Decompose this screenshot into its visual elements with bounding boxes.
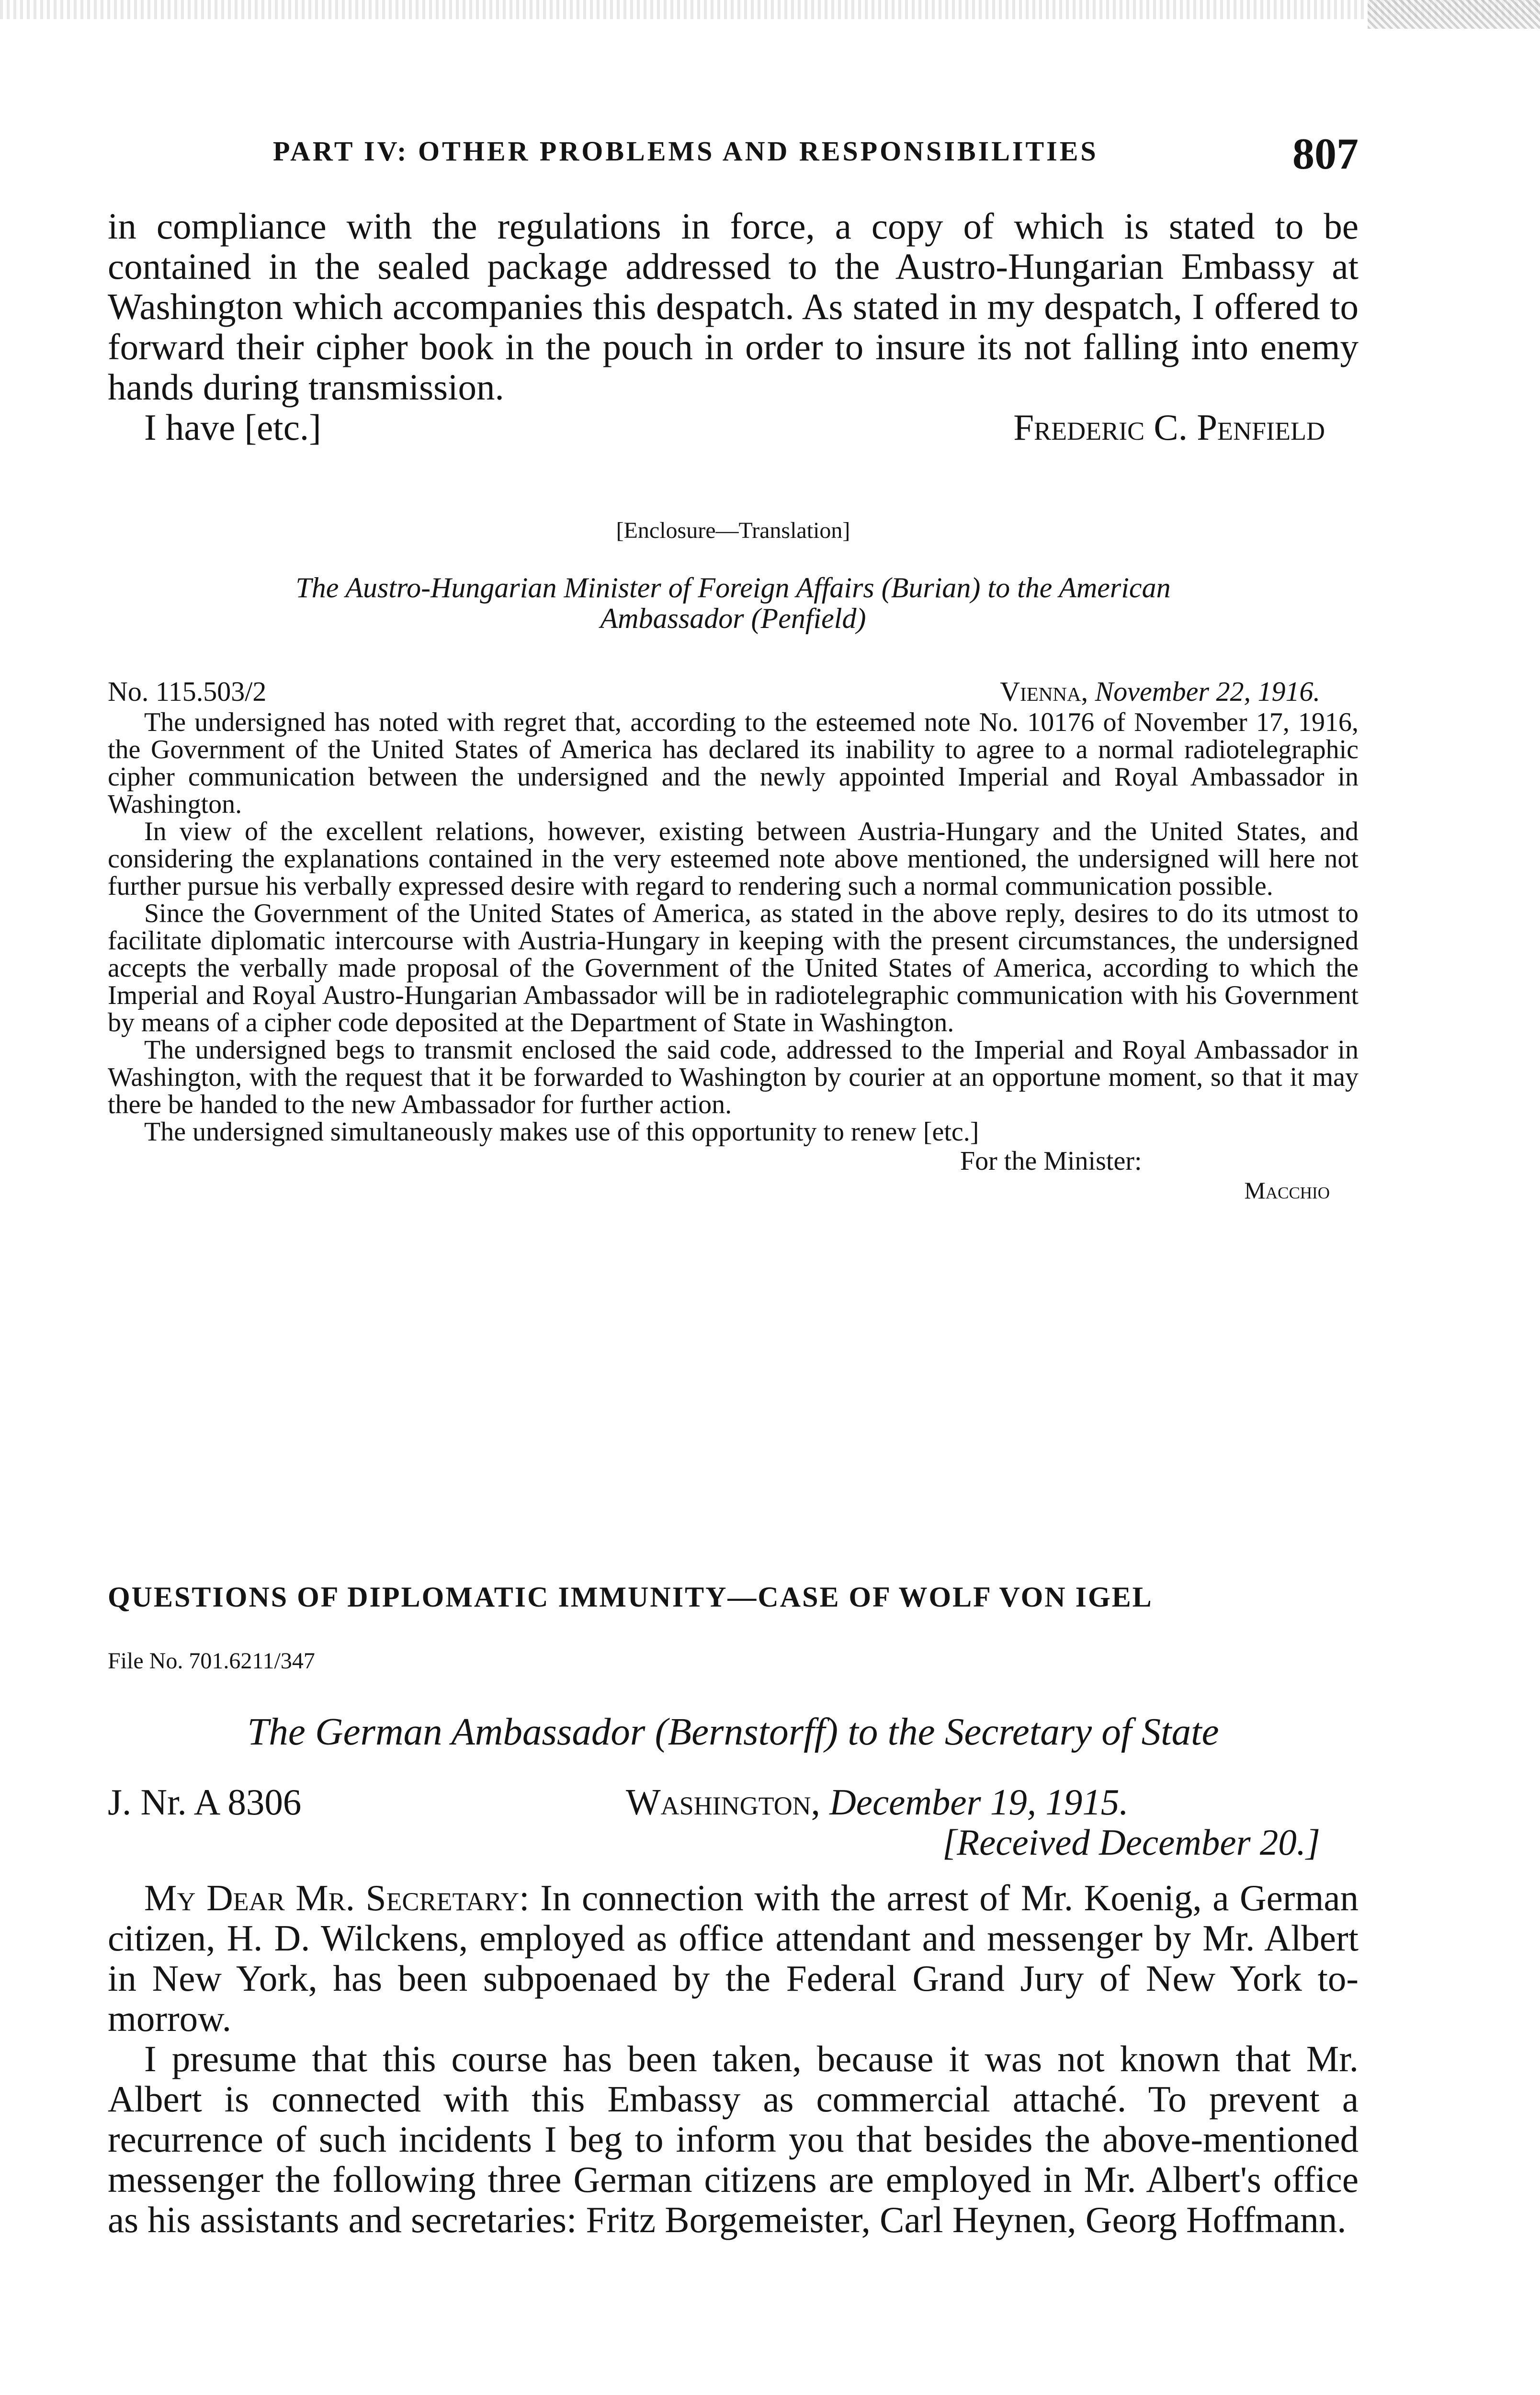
letter-paragraph-2: I presume that this course has been taken, because it was not known that Mr. Albert is connected with this Embassy as commercial attaché. To prevent a recurrence of such incidents I beg to inform you that besides the above-mentioned messenger the following three German citizens are employed in Mr. Albert's office as his assistants and secretaries: Fritz Borgemeister, Carl Heynen, Georg Hoffmann.	[108, 2038, 1359, 2240]
enclosure-number: No. 115.503/2	[108, 676, 267, 707]
letter-paragraph-1-text: In connection with the arrest of Mr. Koenig, a German citizen, H. D. Wilckens, employed as office attendant and messenger by Mr. Albert in New York, has been subpoenaed by the Federal Grand Jury of New York to-morrow.	[108, 1877, 1359, 2039]
enclosure-signature-line	[108, 1176, 1359, 1207]
file-number: File No. 701.6211/347	[108, 1648, 315, 1674]
section-heading: QUESTIONS OF DIPLOMATIC IMMUNITY—CASE OF WOLF VON IGEL	[108, 1581, 1153, 1613]
enclosure-body	[108, 709, 1359, 1207]
letter-received: [Received December 20.]	[942, 1822, 1320, 1863]
enclosure-paragraph-3: Since the Government of the United States of America, as stated in the above reply, desires to do its utmost to facilitate diplomatic intercourse with Austria-Hungary in keeping with the present circumstances, the undersigned accepts the verbally made proposal of the Government of the United States of America, according to which the Imperial and Royal Austro-Hungarian Ambassador will be in radiotelegraphic communication with his Government by means of a cipher code deposited at the Department of State in Washington.	[108, 899, 1359, 1038]
enclosure-label-block	[108, 517, 1359, 544]
letter-salutation: My Dear Mr. Secretary:	[144, 1877, 530, 1918]
letter-paragraph-1	[108, 1878, 1359, 2039]
enclosure-title-line-1: The Austro-Hungarian Minister of Foreign Affairs (Burian) to the American	[295, 572, 1171, 604]
intro-signature: Frederic C. Penfield	[1013, 407, 1325, 448]
enclosure-title-line-2: Ambassador (Penfield)	[600, 603, 866, 634]
letter-title-block	[108, 1710, 1359, 1753]
file-number-block	[108, 1648, 1359, 1674]
enclosure-label: [Enclosure—Translation]	[616, 518, 850, 543]
running-header	[273, 128, 1359, 176]
intro-signoff	[108, 407, 1359, 447]
intro-paragraph: in compliance with the regulations in force, a copy of which is stated to be contained in the sealed package addressed to the Austro-Hungarian Embassy at Washington which accompanies this despatch. As stated in my despatch, I offered to forward their cipher book in the pouch in order to insure its not falling into enemy hands during transmission.	[108, 205, 1359, 408]
scan-edge-noise	[0, 0, 1540, 19]
letter-title: The German Ambassador (Bernstorff) to the Secretary of State	[247, 1710, 1219, 1753]
enclosure-title-block	[108, 572, 1359, 634]
enclosure-place-date	[1000, 675, 1320, 707]
letter-reference: J. Nr. A 8306	[108, 1781, 302, 1823]
enclosure-dateline	[108, 675, 1359, 707]
enclosure-date: November 22, 1916.	[1095, 676, 1320, 707]
letter-dateline	[108, 1782, 1359, 1862]
page-number: 807	[1292, 129, 1359, 178]
enclosure-paragraph-1: The undersigned has noted with regret that, according to the esteemed note No. 10176 of November 17, 1916, the Government of the United States of America has declared its inability to agree to a normal radiotelegraphic cipher communication between the undersigned and the newly appointed Imperial and Royal Ambassador in Washington.	[108, 707, 1359, 819]
intro-closing: I have [etc.]	[144, 407, 321, 448]
enclosure-paragraph-2: In view of the excellent relations, however, existing between Austria-Hungary and the United States, and considering the explanations contained in the very esteemed note above mentioned, the undersigned will here not further pursue his verbally expressed desire with regard to rendering such a normal communication possible.	[108, 817, 1359, 901]
letter-place-date	[626, 1782, 1129, 1822]
enclosure-signature: Macchio	[1244, 1177, 1330, 1204]
enclosure-closing	[108, 1146, 1359, 1176]
letter-body	[108, 1878, 1359, 2240]
enclosure-paragraph-4: The undersigned begs to transmit enclosed the said code, addressed to the Imperial and Royal Ambassador in Washington, with the request that it be forwarded to Washington by courier at an opportune moment, so that it may there be handed to the new Ambassador for further action.	[108, 1035, 1359, 1119]
section-heading-block	[108, 1581, 1359, 1614]
enclosure-place: Vienna,	[1000, 676, 1088, 707]
for-minister: For the Minister:	[960, 1146, 1142, 1176]
scan-corner-noise	[1368, 0, 1540, 29]
enclosure-paragraph-5: The undersigned simultaneously makes use of this opportunity to renew [etc.]	[144, 1117, 979, 1147]
intro-block	[108, 206, 1359, 447]
letter-date: December 19, 1915.	[829, 1781, 1129, 1823]
running-title: PART IV: OTHER PROBLEMS AND RESPONSIBILITIES	[273, 136, 1098, 167]
letter-place: Washington,	[626, 1781, 820, 1823]
